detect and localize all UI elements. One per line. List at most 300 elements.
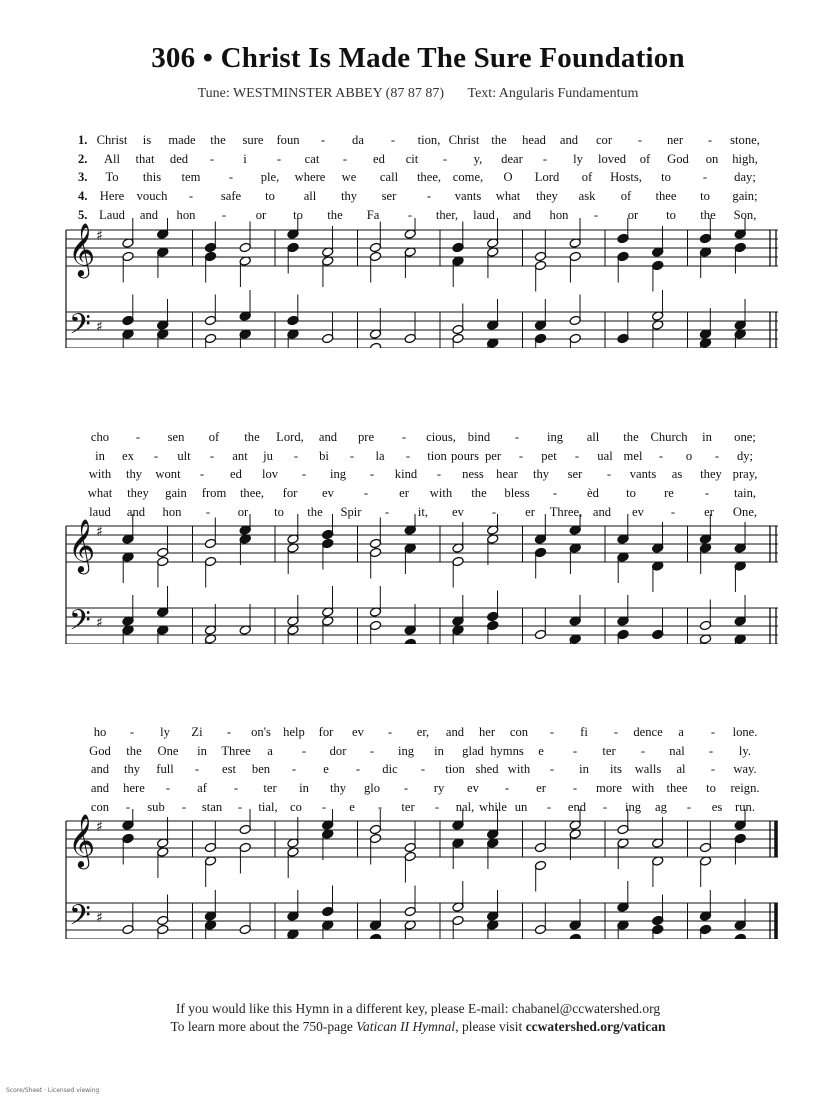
syllable: the	[700, 207, 716, 222]
syllable: vants	[454, 189, 482, 204]
bass-clef-icon: 𝄢	[69, 604, 91, 644]
hyphen: -	[426, 189, 432, 204]
syllable: come,	[452, 170, 484, 185]
sharp-icon: ♯	[96, 228, 103, 244]
syllable: ing	[546, 430, 564, 444]
syllable: re	[664, 486, 674, 501]
syllable: in	[197, 743, 207, 758]
hyphen: -	[387, 725, 393, 739]
syllable: To	[105, 170, 119, 185]
syllable: to	[706, 781, 716, 796]
syllable: and	[90, 781, 110, 796]
syllable: is	[142, 133, 152, 147]
syllable: way.	[733, 762, 757, 777]
hyphen: -	[606, 467, 612, 482]
hyphen: -	[349, 448, 355, 463]
hyphen: -	[209, 151, 215, 166]
syllable: its	[610, 762, 622, 777]
note-head	[404, 638, 416, 644]
hyphen: -	[355, 762, 361, 777]
syllable: Christ	[448, 133, 480, 147]
hyphen: -	[710, 725, 716, 739]
syllable: thy	[123, 762, 141, 777]
hyphen: -	[181, 799, 187, 814]
hyphen: -	[504, 781, 510, 796]
vatican-link[interactable]: ccwatershed.org/vatican	[525, 1019, 666, 1034]
hyphen: -	[153, 448, 159, 463]
hyphen: -	[363, 486, 369, 501]
syllable: and	[126, 504, 146, 519]
syllable: stone,	[730, 133, 760, 147]
syllable: tion,	[417, 133, 441, 147]
verse-line	[0, 189, 836, 207]
syllable: on's	[251, 725, 271, 739]
syllable: hymns	[490, 743, 524, 758]
verse-number: 3.	[78, 170, 88, 185]
syllable: Lord	[534, 170, 560, 185]
footer	[0, 1000, 836, 1036]
syllable: the	[327, 207, 343, 222]
syllable: ser	[381, 189, 397, 204]
verse-number: 5.	[78, 207, 88, 222]
sharp-icon: ♯	[96, 524, 103, 540]
syllable: in	[434, 743, 444, 758]
hymn-subtitle	[0, 86, 836, 102]
syllable: pray,	[732, 467, 758, 482]
syllable: foun	[276, 133, 300, 147]
syllable: o	[685, 448, 693, 463]
syllable: ask	[578, 189, 596, 204]
hyphen: -	[301, 743, 307, 758]
syllable: ter	[602, 743, 616, 758]
syllable: high,	[732, 151, 758, 166]
syllable: this	[142, 170, 162, 185]
syllable: with	[429, 486, 453, 501]
syllable: tion	[427, 448, 447, 463]
hyphen: -	[199, 467, 205, 482]
hyphen: -	[401, 430, 407, 444]
syllable: we	[341, 170, 357, 185]
hyphen: -	[420, 762, 426, 777]
verse-line	[0, 762, 836, 780]
hyphen: -	[342, 151, 348, 166]
syllable: ing	[624, 799, 642, 814]
syllable: it,	[417, 504, 429, 519]
syllable: al	[676, 762, 686, 777]
syllable: or	[255, 207, 267, 222]
syllable: sub	[147, 799, 165, 814]
syllable: and	[90, 762, 110, 777]
syllable: while	[479, 799, 507, 814]
syllable: Spir	[340, 504, 362, 519]
verse-line	[0, 152, 836, 170]
syllable: da	[352, 133, 364, 147]
syllable: for	[282, 486, 298, 501]
syllable: what	[495, 189, 521, 204]
syllable: with	[631, 781, 655, 796]
hyphen: -	[704, 486, 710, 501]
hyphen: -	[165, 781, 171, 796]
hyphen: -	[205, 504, 211, 519]
hyphen: -	[369, 467, 375, 482]
syllable: of	[208, 430, 220, 444]
syllable: ded	[169, 151, 189, 166]
syllable: nal	[669, 743, 685, 758]
syllable: in	[579, 762, 589, 777]
treble-clef-icon: 𝄞	[68, 518, 96, 572]
syllable: they	[536, 189, 558, 204]
syllable: end	[567, 799, 587, 814]
syllable: con	[509, 725, 529, 739]
syllable: sen	[167, 430, 185, 444]
text-credit: Text: Angularis Fundamentum	[467, 86, 639, 101]
hyphen: -	[514, 430, 520, 444]
verse-line	[0, 430, 836, 448]
syllable: ther,	[435, 207, 459, 222]
syllable: ex	[122, 448, 134, 463]
hyphen: -	[572, 743, 578, 758]
syllable: laud	[89, 504, 111, 519]
syllable: af	[197, 781, 207, 796]
syllable: or	[627, 207, 639, 222]
syllable: ple,	[260, 170, 280, 185]
syllable: the	[210, 133, 226, 147]
syllable: bind	[467, 430, 491, 444]
hyphen: -	[670, 504, 676, 519]
syllable: her	[478, 725, 496, 739]
hyphen: -	[125, 799, 131, 814]
syllable: ju	[263, 448, 273, 463]
syllable: co	[290, 799, 302, 814]
syllable: dic	[382, 762, 398, 777]
hyphen: -	[320, 133, 326, 147]
title-separator: •	[202, 42, 214, 74]
verse-line	[0, 486, 836, 504]
syllable: of	[620, 189, 632, 204]
hyphen: -	[301, 467, 307, 482]
syllable: one;	[734, 430, 756, 444]
syllable: cho	[90, 430, 110, 444]
syllable: of	[581, 170, 593, 185]
hyphen: -	[572, 781, 578, 796]
syllable: cious,	[426, 430, 456, 444]
syllable: the	[244, 430, 260, 444]
syllable: gain	[165, 486, 187, 501]
syllable: ing	[397, 743, 415, 758]
syllable: Christ	[96, 133, 128, 147]
syllable: Laud	[99, 207, 125, 222]
footer-line-1: If you would like this Hymn in a different key, please E-mail: chabanel@ccwatershed.org	[175, 1001, 661, 1016]
footer-line-2	[0, 1018, 836, 1036]
hyphen: -	[552, 486, 558, 501]
verse-number: 1.	[78, 133, 88, 147]
syllable: dence	[633, 725, 663, 739]
hyphen: -	[613, 725, 619, 739]
syllable: Three	[221, 743, 251, 758]
syllable: glo	[363, 781, 381, 796]
syllable: stan	[201, 799, 223, 814]
hyphen: -	[188, 189, 194, 204]
hyphen: -	[226, 725, 232, 739]
syllable: ev	[467, 781, 479, 796]
syllable: Three,	[549, 504, 583, 519]
syllable: Son,	[733, 207, 757, 222]
verse-number: 4.	[78, 189, 88, 204]
syllable: ual	[597, 448, 613, 463]
hyphen: -	[369, 743, 375, 758]
syllable: on	[705, 151, 719, 166]
syllable: all	[586, 430, 600, 444]
syllable: and	[318, 430, 338, 444]
hyphen: -	[237, 799, 243, 814]
syllable: bless	[504, 486, 530, 501]
syllable: ly.	[738, 743, 752, 758]
syllable: all	[303, 189, 317, 204]
syllable: that	[135, 151, 155, 166]
staff-system-1	[0, 218, 836, 348]
syllable: i	[243, 151, 247, 166]
syllable: they	[700, 467, 722, 482]
hymn-title: Christ Is Made The Sure Foundation	[220, 42, 685, 74]
hyphen: -	[384, 504, 390, 519]
staff-system-2	[0, 514, 836, 644]
verse-line	[0, 725, 836, 743]
syllable: thee	[655, 189, 677, 204]
syllable: God	[89, 743, 111, 758]
syllable: ho	[93, 725, 107, 739]
syllable: ed	[230, 467, 242, 482]
syllable: tem	[181, 170, 201, 185]
syllable: from	[201, 486, 227, 501]
syllable: in	[95, 448, 105, 463]
syllable: ant	[232, 448, 248, 463]
syllable: vants	[629, 467, 657, 482]
syllable: lov	[261, 467, 279, 482]
syllable: Hosts,	[610, 170, 642, 185]
hyphen: -	[702, 170, 708, 185]
syllable: e	[349, 799, 355, 814]
note-head	[369, 933, 381, 939]
verse-line	[0, 449, 836, 467]
syllable: they	[127, 486, 149, 501]
sharp-icon: ♯	[96, 615, 103, 631]
syllable: run.	[735, 799, 755, 814]
hyphen: -	[549, 725, 555, 739]
syllable: to	[274, 504, 284, 519]
hyphen: -	[574, 448, 580, 463]
syllable: what	[87, 486, 113, 501]
syllable: pet	[541, 448, 557, 463]
verse-line	[0, 467, 836, 485]
syllable: Church	[650, 430, 688, 444]
hyphen: -	[405, 448, 411, 463]
syllable: the	[491, 133, 507, 147]
syllable: e	[538, 743, 544, 758]
syllable: hon	[162, 504, 182, 519]
syllable: to	[700, 189, 710, 204]
verse-line	[0, 133, 836, 151]
syllable: and	[445, 725, 465, 739]
hyphen: -	[403, 781, 409, 796]
syllable: ter	[263, 781, 277, 796]
hyphen: -	[436, 467, 442, 482]
syllable: day;	[734, 170, 756, 185]
syllable: nal,	[455, 799, 475, 814]
hyphen: -	[233, 781, 239, 796]
syllable: the	[126, 743, 142, 758]
hyphen: -	[640, 743, 646, 758]
syllable: made	[168, 133, 196, 147]
hyphen: -	[276, 151, 282, 166]
hyphen: -	[407, 207, 413, 222]
syllable: the	[307, 504, 323, 519]
syllable: hon	[176, 207, 196, 222]
syllable: er,	[416, 725, 430, 739]
syllable: ben	[251, 762, 271, 777]
syllable: vouch	[136, 189, 168, 204]
syllable: per	[484, 448, 502, 463]
syllable: and	[139, 207, 159, 222]
syllable: All	[103, 151, 121, 166]
syllable: bi	[319, 448, 329, 463]
hyphen: -	[710, 762, 716, 777]
syllable: ag	[655, 799, 667, 814]
hyphen: -	[129, 725, 135, 739]
hyphen: -	[546, 799, 552, 814]
syllable: shed	[475, 762, 499, 777]
syllable: ev	[632, 504, 644, 519]
syllable: more	[596, 781, 622, 796]
syllable: or	[237, 504, 249, 519]
syllable: pours	[451, 448, 479, 463]
syllable: un	[514, 799, 528, 814]
syllable: Fa	[366, 207, 380, 222]
syllable: walls	[634, 762, 662, 777]
syllable: la	[375, 448, 385, 463]
hyphen: -	[293, 448, 299, 463]
hyphen: -	[390, 133, 396, 147]
syllable: cit	[405, 151, 419, 166]
verse-line	[0, 170, 836, 188]
syllable: with	[88, 467, 112, 482]
syllable: ly	[573, 151, 583, 166]
syllable: hon	[549, 207, 569, 222]
syllable: thy	[125, 467, 143, 482]
hymn-number: 306	[151, 42, 196, 74]
syllable: gain;	[732, 189, 758, 204]
hyphen: -	[434, 799, 440, 814]
syllable: es	[711, 799, 723, 814]
hyphen: -	[228, 170, 234, 185]
syllable: er	[536, 781, 546, 796]
syllable: kind	[394, 467, 418, 482]
syllable: lone.	[732, 725, 758, 739]
syllable: ry	[433, 781, 445, 796]
footer-line-2-mid: , please visit	[455, 1019, 526, 1034]
syllable: thy	[340, 189, 358, 204]
syllable: ing	[329, 467, 347, 482]
syllable: èd	[587, 486, 599, 501]
syllable: the	[623, 430, 639, 444]
syllable: ser	[567, 467, 583, 482]
syllable: Here	[99, 189, 125, 204]
syllable: dear	[501, 151, 523, 166]
treble-clef-icon: 𝄞	[68, 813, 96, 867]
syllable: and	[512, 207, 532, 222]
hyphen: -	[209, 448, 215, 463]
note-head	[369, 342, 381, 348]
sharp-icon: ♯	[96, 910, 103, 926]
hymn-title-line	[0, 42, 836, 75]
syllable: in	[299, 781, 309, 796]
syllable: cat	[304, 151, 320, 166]
syllable: to	[265, 189, 275, 204]
hyphen: -	[708, 743, 714, 758]
hyphen: -	[194, 762, 200, 777]
syllable: er	[399, 486, 409, 501]
bass-clef-icon: 𝄢	[69, 308, 91, 348]
syllable: in	[702, 430, 712, 444]
hyphen: -	[321, 799, 327, 814]
syllable: and	[559, 133, 579, 147]
syllable: laud	[473, 207, 495, 222]
syllable: pre	[357, 430, 375, 444]
syllable: cor	[595, 133, 613, 147]
syllable: loved	[598, 151, 626, 166]
syllable: wont	[155, 467, 181, 482]
syllable: thee	[666, 781, 688, 796]
syllable: y,	[473, 151, 483, 166]
hyphen: -	[221, 207, 227, 222]
syllable: to	[293, 207, 303, 222]
syllable: ner	[666, 133, 684, 147]
verse-line	[0, 781, 836, 799]
syllable: help	[283, 725, 305, 739]
syllable: er	[704, 504, 714, 519]
tiny-note: Score/Sheet · Licensed viewing	[6, 1087, 100, 1094]
syllable: tion	[445, 762, 465, 777]
syllable: thee,	[239, 486, 265, 501]
syllable: for	[318, 725, 334, 739]
hyphen: -	[658, 448, 664, 463]
syllable: call	[379, 170, 399, 185]
hyphen: -	[135, 430, 141, 444]
syllable: ev	[352, 725, 364, 739]
syllable: ev	[452, 504, 464, 519]
syllable: thy	[329, 781, 347, 796]
syllable: ed	[373, 151, 385, 166]
syllable: where	[294, 170, 326, 185]
syllable: sure	[242, 133, 264, 147]
hyphen: -	[593, 207, 599, 222]
hyphen: -	[542, 151, 548, 166]
hyphen: -	[549, 762, 555, 777]
verse-line	[0, 744, 836, 762]
syllable: hear	[496, 467, 518, 482]
sharp-icon: ♯	[96, 819, 103, 835]
hyphen: -	[291, 762, 297, 777]
syllable: mel	[623, 448, 643, 463]
syllable: safe	[220, 189, 242, 204]
syllable: ev	[322, 486, 334, 501]
hyphen: -	[637, 133, 643, 147]
syllable: to	[666, 207, 676, 222]
syllable: reign.	[730, 781, 760, 796]
syllable: the	[471, 486, 487, 501]
staff-system-3	[0, 809, 836, 939]
hyphen: -	[602, 799, 608, 814]
syllable: here	[123, 781, 145, 796]
